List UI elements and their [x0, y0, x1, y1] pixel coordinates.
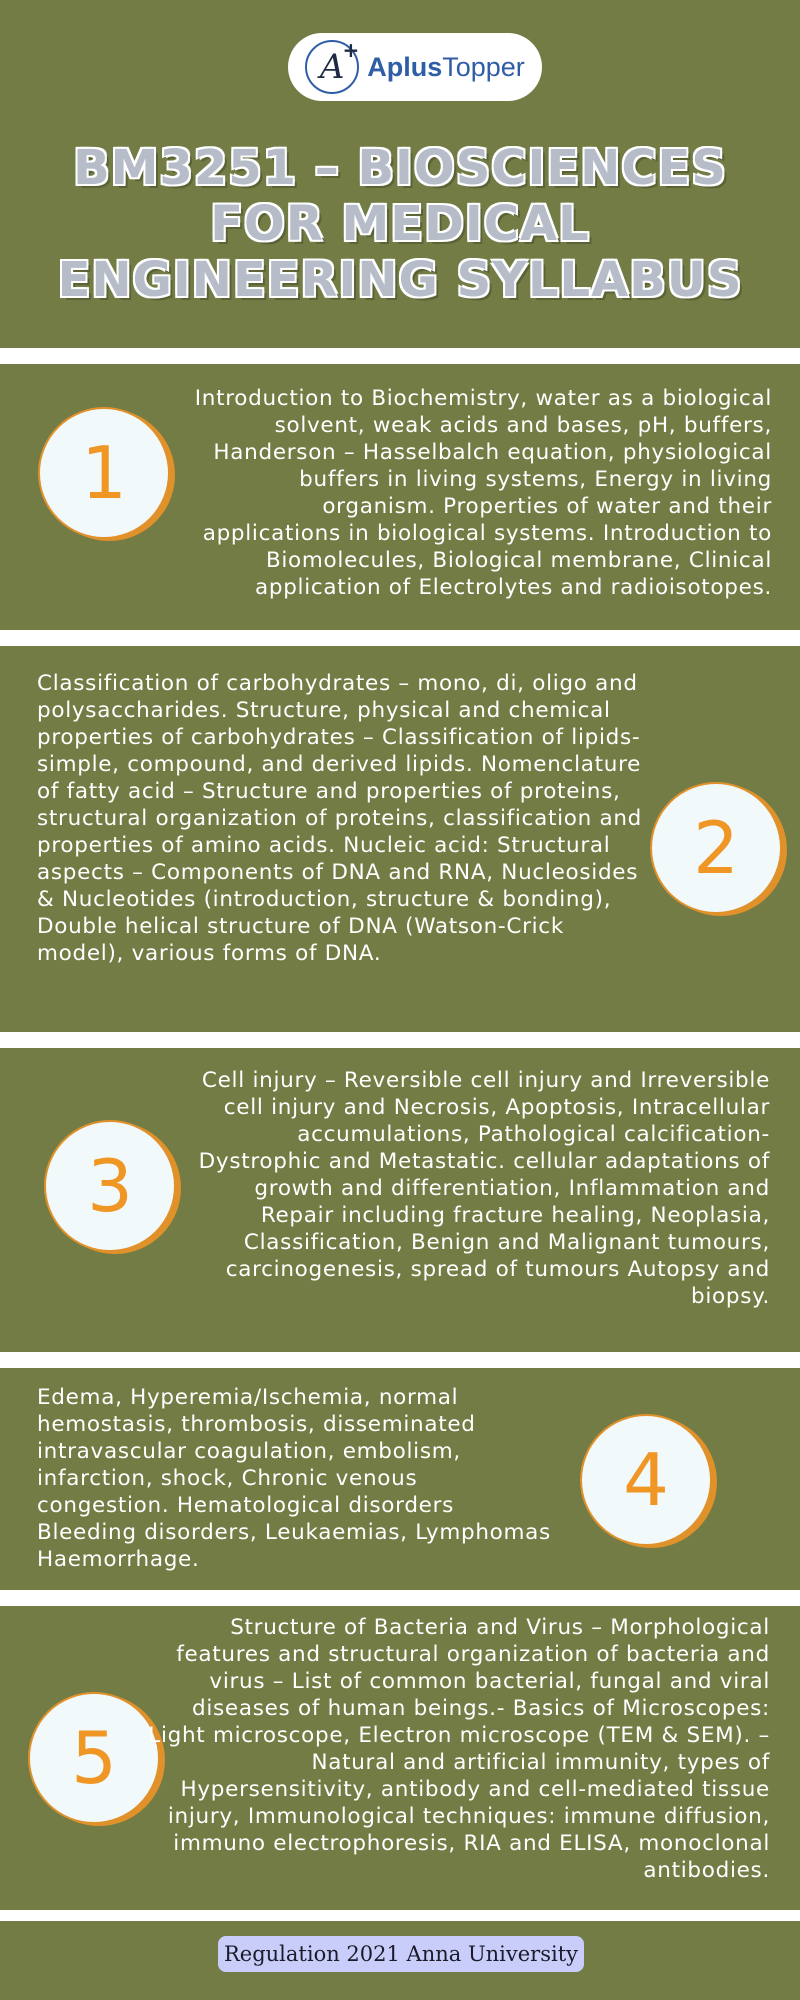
header-band	[0, 0, 800, 348]
page-title: BM3251 – BIOSCIENCES FOR MEDICAL ENGINEERING SYLLABUS	[57, 140, 743, 308]
unit-5-section	[0, 1606, 800, 1910]
unit-2-section	[0, 646, 800, 1032]
footer-band	[0, 1921, 800, 2000]
unit-number-badge: 4	[580, 1414, 712, 1546]
unit-2-text: Classification of carbohydrates – mono, di, oligo and polysaccharides. Structure, physical and chemical properties of carbohydrates – Classification of lipids- simple, compound, and derived lipids. Nomenclature of fatty acid – Structure and properties of proteins, structural organization of proteins, classification and properties of amino acids. Nucleic acid: Structural aspects – Components of DNA and RNA, Nucleosides & Nucleotides (introduction, structure & bonding), Double helical structure of DNA (Watson-Crick model), various forms of DNA.	[37, 671, 643, 966]
unit-number-badge: 5	[28, 1692, 160, 1824]
regulation-badge: Regulation 2021 Anna University	[218, 1936, 584, 1972]
unit-4-text: Edema, Hyperemia/Ischemia, normal hemostasis, thrombosis, disseminated intravascular coagulation, embolism, infarction, shock, Chronic venous congestion. Hematological disorders Bleeding disorders, Leukaemias, Lymphomas Haemorrhage.	[37, 1385, 551, 1572]
unit-1-section	[0, 364, 800, 630]
unit-3-section	[0, 1048, 800, 1352]
logo-a-icon: A +	[305, 40, 359, 94]
aplustopper-logo[interactable]	[288, 33, 542, 101]
unit-5-text: Structure of Bacteria and Virus – Morphological features and structural organization of bacteria and virus – List of common bacterial, fungal and viral diseases of human beings.- Basics of Microscopes: Light microscope, Electron microscope (TEM & SEM). – Natural and artificial immunity, types of Hypersensitivity, antibody and cell-mediated tissue injury, Immunological techniques: immune diffusion, immuno electrophoresis, RIA and ELISA, monoclonal antibodies.	[148, 1615, 770, 1883]
unit-number-badge: 2	[650, 782, 782, 914]
unit-4-section	[0, 1368, 800, 1590]
unit-number-badge: 1	[38, 407, 170, 539]
unit-1-text: Introduction to Biochemistry, water as a biological solvent, weak acids and bases, pH, buffers, Handerson – Hasselbalch equation, physiological buffers in living systems, Energy in living organism. Properties of water and their applications in biological systems. Introduction to Biomolecules, Biological membrane, Clinical application of Electrolytes and radioisotopes.	[194, 386, 772, 600]
logo-wordmark: AplusTopper	[367, 51, 525, 82]
unit-3-text: Cell injury – Reversible cell injury and Irreversible cell injury and Necrosis, Apoptosis, Intracellular accumulations, Pathological calcification- Dystrophic and Metastatic. cellular adaptations of growth and differentiation, Inflammation and Repair including fracture healing, Neoplasia, Classification, Benign and Malignant tumours, carcinogenesis, spread of tumours Autopsy and biopsy.	[198, 1068, 770, 1309]
unit-number-badge: 3	[44, 1120, 176, 1252]
